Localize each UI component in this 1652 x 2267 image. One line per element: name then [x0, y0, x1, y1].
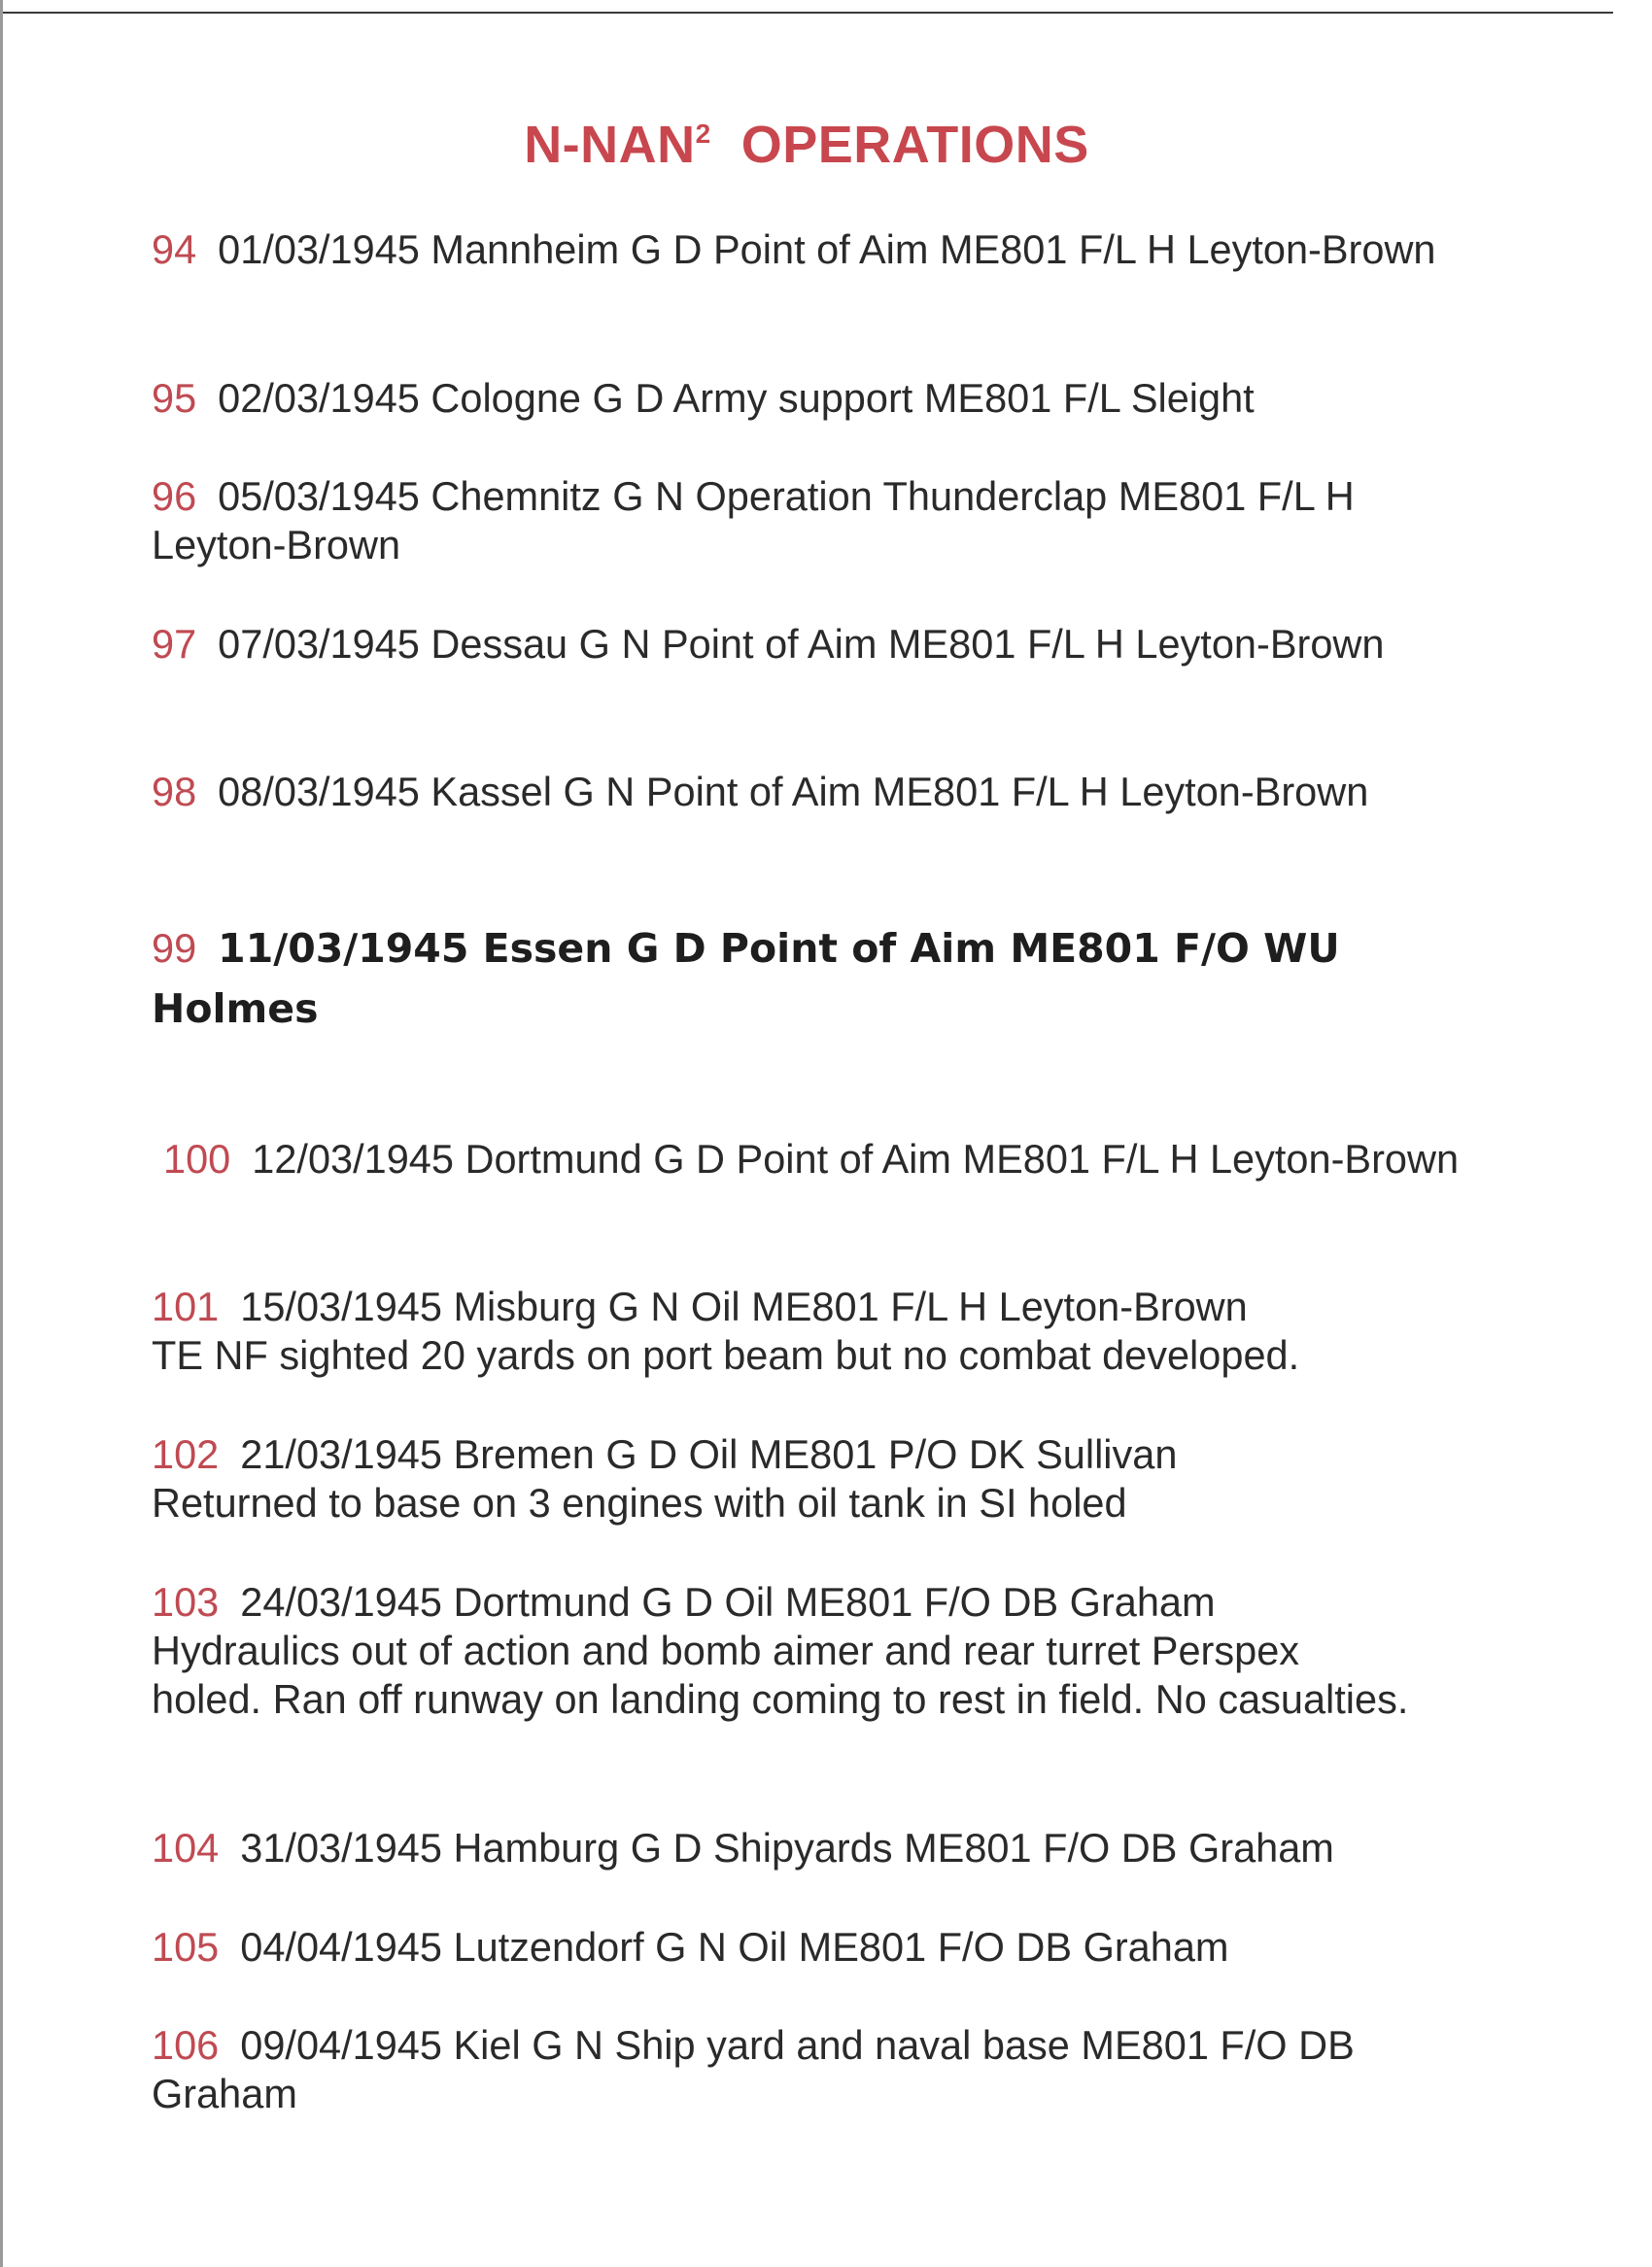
operation-number: 96: [152, 473, 197, 519]
operation-number: 104: [152, 1825, 220, 1871]
operation-text: 09/04/1945 Kiel G N Ship yard and naval base ME801 F/O DB Graham: [152, 2022, 1355, 2116]
operation-number: 102: [152, 1431, 220, 1477]
operation-number: 95: [152, 375, 197, 421]
operation-text: 24/03/1945 Dortmund G D Oil ME801 F/O DB Graham: [240, 1579, 1216, 1625]
operation-number: 100: [163, 1136, 231, 1182]
page-title: [0, 115, 1613, 175]
operation-number: 99: [152, 925, 197, 971]
operation-number: 103: [152, 1579, 220, 1625]
operation-text: 21/03/1945 Bremen G D Oil ME801 P/O DK Sullivan: [240, 1431, 1178, 1477]
operation-number: 106: [152, 2022, 220, 2068]
operation-entry: [152, 1923, 1454, 1972]
operation-text: 04/04/1945 Lutzendorf G N Oil ME801 F/O DB Graham: [240, 1924, 1229, 1970]
operation-entry: [152, 472, 1444, 569]
operation-number: 105: [152, 1924, 220, 1970]
operation-entry: [152, 1283, 1454, 1380]
operation-entry: [163, 1135, 1465, 1184]
operation-text: 05/03/1945 Chemnitz G N Operation Thunderclap ME801 F/L H Leyton-Brown: [152, 473, 1355, 567]
operation-entry: [152, 374, 1454, 423]
operation-number: 101: [152, 1284, 220, 1329]
scan-edge-top: [0, 12, 1613, 14]
operation-text: 31/03/1945 Hamburg G D Shipyards ME801 F/O DB Graham: [240, 1825, 1334, 1871]
operation-entry: [152, 225, 1454, 274]
operation-text: 02/03/1945 Cologne G D Army support ME801 F/L Sleight: [218, 375, 1255, 421]
operation-entry: [152, 620, 1454, 669]
operation-entry: [152, 1578, 1415, 1724]
operation-note: Returned to base on 3 engines with oil tank in SI holed: [152, 1480, 1127, 1526]
operation-entry: [152, 1430, 1454, 1528]
operation-text: 15/03/1945 Misburg G N Oil ME801 F/L H Leyton-Brown: [240, 1284, 1248, 1329]
operation-entry: [152, 1824, 1512, 1872]
operation-text: 12/03/1945 Dortmund G D Point of Aim ME801 F/L H Leyton-Brown: [252, 1136, 1460, 1182]
title-suffix: OPERATIONS: [740, 116, 1089, 174]
operation-text: 07/03/1945 Dessau G N Point of Aim ME801 F/L H Leyton-Brown: [218, 621, 1385, 667]
title-superscript: 2: [695, 119, 711, 149]
operation-number: 98: [152, 769, 197, 814]
operation-note: Hydraulics out of action and bomb aimer and rear turret Perspex holed. Ran off runway on landing coming to rest in field. No casualties.: [152, 1628, 1409, 1722]
title-main: N-NAN: [524, 116, 696, 174]
operation-text: 11/03/1945 Essen G D Point of Aim ME801 F/O WU Holmes: [152, 925, 1340, 1032]
operation-entry: [152, 2021, 1425, 2118]
operation-entry-highlighted: [152, 918, 1454, 1039]
operation-entry: [152, 768, 1454, 816]
operation-note: TE NF sighted 20 yards on port beam but no combat developed.: [152, 1332, 1300, 1378]
scan-edge-left: [0, 0, 3, 2267]
operation-text: 01/03/1945 Mannheim G D Point of Aim ME801 F/L H Leyton-Brown: [218, 226, 1436, 272]
operation-number: 97: [152, 621, 197, 667]
operation-number: 94: [152, 226, 197, 272]
operation-text: 08/03/1945 Kassel G N Point of Aim ME801 F/L H Leyton-Brown: [218, 769, 1369, 814]
